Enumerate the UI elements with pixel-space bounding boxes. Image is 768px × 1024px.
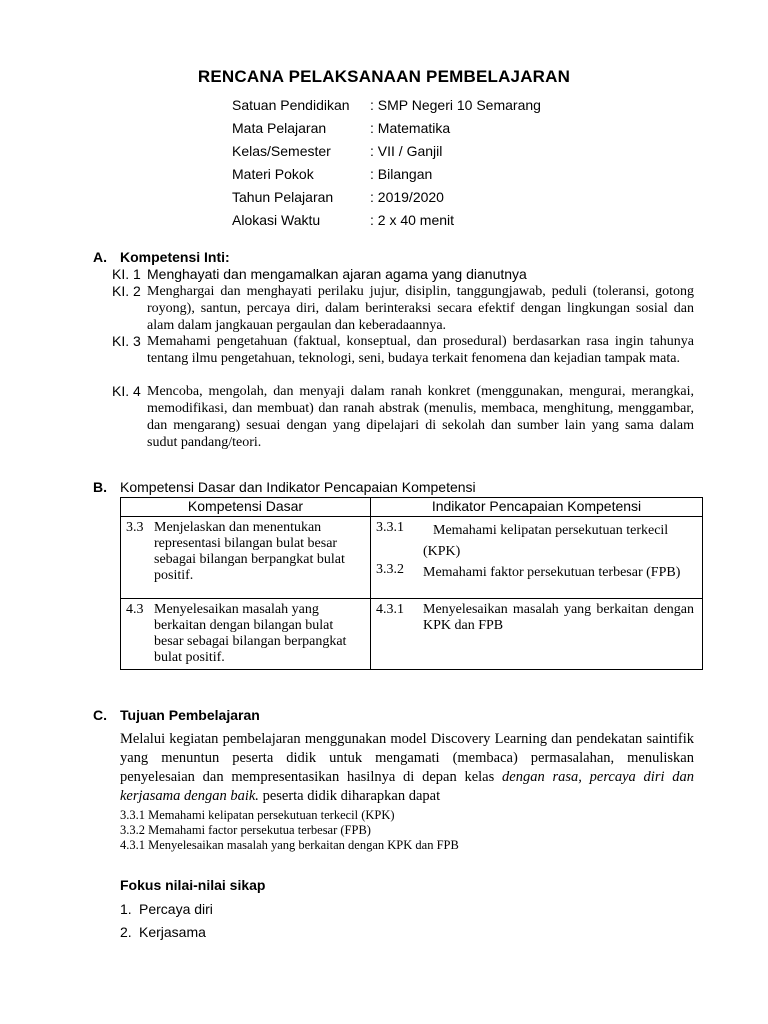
indicator-text: Menyelesaikan masalah yang berkaitan dengan KPK dan FPB	[423, 602, 694, 633]
ki-label: KI. 2	[112, 283, 141, 299]
focus-number: 2.	[120, 924, 132, 940]
paragraph-text: peserta didik diharapkan dapat	[262, 788, 441, 804]
section-letter: B.	[93, 479, 107, 495]
indicator-number: 4.3.1	[376, 602, 404, 617]
info-value: : Matematika	[370, 120, 451, 136]
info-label: Mata Pelajaran	[232, 120, 327, 136]
focus-heading: Fokus nilai-nilai sikap	[120, 877, 266, 893]
info-value: : SMP Negeri 10 Semarang	[370, 97, 541, 113]
indicator-number: 3.3.2	[376, 562, 404, 577]
section-b-heading	[93, 479, 476, 495]
table-row	[121, 599, 703, 670]
section-c-heading	[93, 707, 260, 723]
indicator-number: 3.3.1	[376, 520, 404, 535]
info-label: Tahun Pelajaran	[232, 189, 334, 205]
goal-item: 3.3.2 Memahami factor persekutua terbesar (FPB)	[120, 823, 371, 837]
paragraph-italic: dengan rasa, percaya diri dan kerjasama dengan baik.	[120, 769, 695, 804]
paragraph-text: Melalui kegiatan pembelajaran menggunakan model Discovery Learning dan pendekatan saintifik yang menuntun peserta didik untuk mengamati (membaca) permasalahan, menuliskan penyelesaian dan mempresentasikan hasilnya di depan kelas	[120, 731, 694, 785]
section-title: Kompetensi Inti:	[120, 249, 230, 265]
indicator-cell	[371, 517, 703, 599]
table-header-row	[121, 498, 703, 517]
goal-item: 3.3.1 Memahami kelipatan persekutuan terkecil (KPK)	[120, 808, 395, 822]
info-label: Materi Pokok	[232, 166, 314, 182]
ki-text: Mencoba, mengolah, dan menyaji dalam ranah konkret (menggunakan, mengurai, merangkai, memodifikasi, dan membuat) dan ranah abstrak (menulis, membaca, menghitung, menggambar, dan mengarang) sesuai dengan yang dipelajari di sekolah dan sumber lain yang sama dalam sudut pandang/teori.	[147, 384, 694, 450]
info-value: : Bilangan	[370, 166, 433, 182]
indicator-text: Memahami faktor persekutuan terbesar (FPB)	[423, 565, 681, 580]
info-label: Alokasi Waktu	[232, 212, 321, 228]
column-header: Indikator Pencapaian Kompetensi	[371, 498, 703, 517]
ki-label: KI. 3	[112, 333, 141, 349]
ki-text: Menghargai dan menghayati perilaku jujur, disiplin, tanggungjawab, peduli (toleransi, gotong royong), santun, percaya diri, dalam berinteraksi secara efektif dengan lingkungan sosial dan alam dalam jangkauan pergaulan dan keberadaannya.	[147, 284, 694, 333]
kd-cell	[121, 599, 371, 670]
kd-number: 4.3	[126, 602, 144, 617]
info-label: Kelas/Semester	[232, 143, 331, 159]
section-letter: A.	[93, 249, 107, 265]
ki-text: Menghayati dan mengamalkan ajaran agama yang dianutnya	[147, 266, 527, 282]
info-label: Satuan Pendidikan	[232, 97, 350, 113]
column-header: Kompetensi Dasar	[121, 498, 371, 517]
indicator-cell	[371, 599, 703, 670]
focus-item	[120, 901, 213, 917]
table-row	[121, 517, 703, 599]
section-title: Tujuan Pembelajaran	[120, 707, 260, 723]
focus-item	[120, 924, 206, 940]
focus-text: Kerjasama	[139, 924, 206, 940]
competency-table	[120, 497, 703, 670]
learning-objective-paragraph	[120, 730, 694, 806]
ki-label: KI. 4	[112, 383, 141, 399]
focus-number: 1.	[120, 901, 132, 917]
info-value: : 2 x 40 menit	[370, 212, 455, 228]
ki-label: KI. 1	[112, 266, 141, 282]
goal-item: 4.3.1 Menyelesaikan masalah yang berkaitan dengan KPK dan FPB	[120, 838, 459, 852]
focus-text: Percaya diri	[139, 901, 213, 917]
info-value: : 2019/2020	[370, 189, 444, 205]
section-letter: C.	[93, 707, 107, 723]
section-title: Kompetensi Dasar dan Indikator Pencapaian Kompetensi	[120, 479, 476, 495]
kd-number: 3.3	[126, 520, 144, 535]
kd-cell	[121, 517, 371, 599]
indicator-text: Memahami kelipatan persekutuan terkecil (KPK)	[423, 523, 669, 559]
page-title: RENCANA PELAKSANAAN PEMBELAJARAN	[197, 67, 571, 86]
ki-text: Memahami pengetahuan (faktual, konseptual, dan prosedural) berdasarkan rasa ingin tahunya tentang ilmu pengetahuan, teknologi, seni, budaya terkait fenomena dan kejadian tampak mata.	[147, 334, 694, 366]
info-value: : VII / Ganjil	[370, 143, 443, 159]
kd-text: Menyelesaikan masalah yang berkaitan dengan bilangan bulat besar sebagai bilangan berpangkat bulat positif.	[154, 602, 347, 665]
kd-text: Menjelaskan dan menentukan representasi bilangan bulat besar sebagai bilangan berpangkat bulat positif.	[154, 520, 345, 583]
section-a-heading	[93, 249, 230, 265]
